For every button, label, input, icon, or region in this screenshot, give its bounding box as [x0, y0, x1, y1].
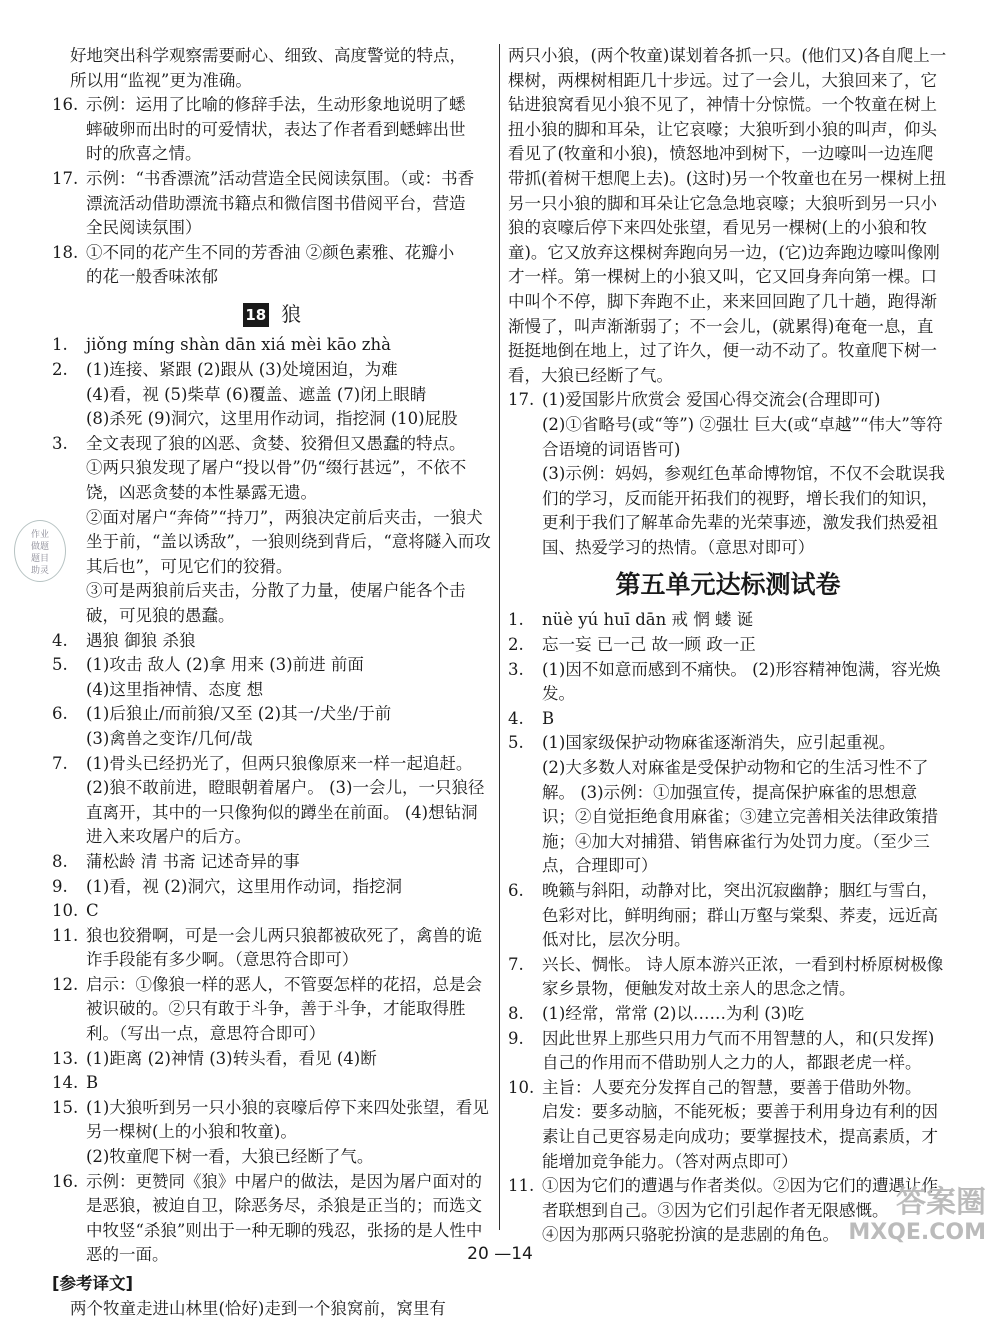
reference-translation-start: 两个牧童走进山林里(恰好)走到一个狼窝前，窝里有 [70, 1298, 446, 1318]
answer-item [508, 388, 948, 560]
answer-text: 晚籁与斜阳，动静对比，突出沉寂幽静；胭红与雪白，色彩对比，鲜明绚丽；群山万壑与棠梨、荞麦，远近高低对比，层次分明。 [542, 881, 938, 950]
answer-number: 6. [52, 704, 68, 724]
answer-item [508, 1076, 948, 1174]
answer-list-lesson18 [52, 333, 492, 1268]
answer-number: 6. [508, 881, 524, 900]
homework-stamp [14, 520, 66, 582]
answer-item [52, 653, 492, 702]
answer-item [52, 167, 492, 241]
answer-text: 示例：更赞同《狼》中屠户的做法，是因为屠户面对的是恶狼，被迫自卫，除恶务尽，杀狼是正当的；而选文中牧竖“杀狼”则出于一种无聊的残忍，张扬的是人性中恶的一面。 [86, 1171, 483, 1265]
answer-number: 2. [52, 360, 68, 380]
answer-item [52, 432, 492, 629]
answer-item [52, 93, 492, 167]
answer-item [508, 658, 948, 707]
answer-number: 1. [508, 610, 524, 630]
answer-number: 4. [52, 630, 68, 650]
answer-text: ②面对屠户“奔倚”“持刀”，两狼决定前后夹击，一狼犬坐于前，“盖以诱敌”，一狼则绕到背后，“意将隧入而攻其后也”，可见它们的狡猾。 [86, 507, 491, 576]
answer-text: 兴长、惆怅。 诗人原本游兴正浓，一看到村桥原树极像家乡景物，便触发对故土亲人的思念之情。 [542, 954, 944, 999]
answer-text: (3)示例：妈妈，参观红色革命博物馆，不仅不会耽误我们的学习，反而能开拓我们的视野，增长我们的知识，更利于我们了解革命先辈的光荣事迹，激发我们热爱祖国、热爱学习的热情。（意思对即可） [542, 464, 945, 557]
page-number: 20 —14 [467, 1244, 533, 1264]
stamp-text: 做题 [30, 542, 49, 552]
answer-text: (4)这里指神情、态度 想 [86, 679, 264, 699]
answer-text: (1)距离 (2)神情 (3)转头看，看见 (4)断 [86, 1048, 377, 1068]
answer-text: (1)爱国影片欣赏会 爱国心得交流会(合理即可) [542, 390, 881, 410]
answer-item [508, 608, 948, 633]
answer-number: 10. [52, 901, 79, 921]
answer-text: (8)杀死 (9)洞穴，这里用作动词，指挖洞 (10)屁股 [86, 409, 458, 429]
answer-number: 13. [52, 1048, 79, 1068]
answer-text: ①因为它们的遭遇与作者类似。②因为它们的遭遇让作者联想到自己。③因为它们引起作者无限感慨。 [542, 1176, 938, 1220]
answer-number: 15. [52, 1097, 79, 1117]
answer-text: (2)牧童爬下树一看，大狼已经断了气。 [86, 1147, 374, 1167]
answer-text: 启发：要多动脑，不能死板；要善于利用身边有利的因素让自己更容易走向成功；要掌握技术，提高素质，才能增加竞争能力。（答对两点即可） [542, 1102, 938, 1171]
stamp-text: 作业 [30, 530, 49, 540]
answer-item [508, 731, 948, 879]
answer-list-lesson17 [52, 93, 492, 290]
answer-text: 时的欣喜之情。 [86, 144, 202, 164]
reference-translation-heading: [参考译文] [52, 1274, 134, 1293]
answer-text: 蒲松龄 清 书斋 记述奇异的事 [86, 851, 300, 871]
answer-number: 8. [508, 1003, 524, 1023]
answer-text: (1)因不如意而感到不痛快。 (2)形容精神饱满，容光焕发。 [542, 659, 941, 704]
answer-number: 11. [508, 1176, 535, 1196]
answer-text: ③可是两狼前后夹击，分散了力量，使屠户能各个击破，可见狼的愚蠢。 [86, 581, 466, 625]
answer-number: 3. [508, 659, 524, 679]
answer-number: 17. [508, 390, 535, 410]
answer-item [508, 633, 948, 658]
answer-list-lesson18-continued [508, 388, 948, 560]
answer-text: (1)骨头已经扔光了，但两只狼像原来一样一起追赶。 [86, 753, 473, 773]
answer-item [52, 702, 492, 751]
answer-item [52, 973, 492, 1047]
answer-item [52, 1096, 492, 1170]
answer-number: 11. [52, 925, 79, 945]
answer-number: 7. [508, 954, 524, 974]
answer-text: ①两只狼发现了屠户“投以骨”仍“缀行甚远”，不依不饶，凶恶贪婪的本性暴露无遗。 [86, 458, 467, 502]
right-column [508, 44, 948, 1248]
answer-number: 14. [52, 1073, 79, 1093]
top-continuation [52, 44, 492, 93]
answer-text: 启示：①像狼一样的恶人，不管耍怎样的花招，总是会被识破的。②只有敢于斗争，善于斗争，才能取得胜利。（写出一点，意思符合即可） [86, 974, 482, 1044]
answer-number: 4. [508, 708, 524, 728]
answer-number: 16. [52, 1171, 79, 1191]
text-line: 所以用“监视”更为准确。 [70, 70, 252, 90]
answer-text: 蟀破卵而出时的可爱情状，表达了作者看到蟋蟀出世 [86, 119, 466, 139]
answer-item [52, 629, 492, 654]
lesson-heading [52, 302, 492, 328]
answer-item [52, 752, 492, 850]
answer-item [52, 241, 492, 290]
answer-text: (2)①省略号(或“等”) ②强壮 巨大(或“卓越”“伟大”等符合语境的词语皆可) [542, 414, 943, 459]
answer-number: 9. [508, 1028, 524, 1048]
lesson-title: 狼 [281, 301, 302, 326]
lesson-number-badge: 18 [243, 303, 269, 327]
answer-text: (1)攻击 敌人 (2)拿 用来 (3)前进 前面 [86, 655, 364, 675]
answer-item [52, 924, 492, 973]
answer-number: 18. [52, 242, 79, 262]
answer-text: (1)大狼听到另一只小狼的哀嚎后停下来四处张望，看见另一棵树(上的小狼和牧童)。 [86, 1097, 489, 1142]
answer-text: (4)看，视 (5)柴草 (6)覆盖、遮盖 (7)闭上眼睛 [86, 384, 427, 404]
answer-item [52, 850, 492, 875]
watermark-url: MXQE.COM [848, 1220, 986, 1245]
answer-text: 全文表现了狼的凶恶、贪婪、狡猾但又愚蠢的特点。 [86, 433, 466, 453]
answer-number: 8. [52, 851, 68, 871]
answer-item [508, 1027, 948, 1076]
answer-item [508, 953, 948, 1002]
answer-item [52, 333, 492, 358]
answer-text: (1)看，视 (2)洞穴，这里用作动词，指挖洞 [86, 876, 402, 896]
answer-text: 主旨：人要充分发挥自己的智慧，要善于借助外物。 [542, 1077, 922, 1097]
answer-number: 16. [52, 95, 79, 115]
column-divider [499, 44, 500, 1230]
answer-number: 2. [508, 635, 524, 655]
answer-text: 示例：“书香漂流”活动营造全民阅读氛围。（或：书香 [86, 168, 475, 188]
answer-text: (1)连接、紧跟 (2)跟从 (3)处境困迫，为难 [86, 360, 398, 380]
answer-item [52, 875, 492, 900]
answer-text: (1)经常，常常 (2)以……为利 (3)吃 [542, 1003, 805, 1023]
answer-text: (1)国家级保护动物麻雀逐渐消失，应引起重视。 [542, 733, 896, 753]
answer-item [52, 1071, 492, 1096]
answer-number: 7. [52, 753, 68, 773]
answer-text: ①不同的花产生不同的芳香油 ②颜色素雅、花瓣小 [86, 242, 455, 262]
answer-item [52, 899, 492, 924]
answer-number: 5. [52, 655, 68, 675]
unit-test-title: 第五单元达标测试卷 [615, 570, 841, 600]
answer-number: 9. [52, 876, 68, 896]
stamp-text: 助灵 [30, 566, 49, 576]
answer-text: 全民阅读氛围） [86, 218, 202, 238]
answer-text: 因此世界上那些只用力气而不用智慧的人，和(只发挥)自己的作用而不借助别人之力的人，都跟老虎一样。 [542, 1028, 935, 1073]
watermark-brand: 答案圈 [896, 1185, 986, 1220]
answer-text: B [542, 708, 555, 728]
answer-text: (1)后狼止/而前狼/又至 (2)其一/犬坐/于前 [86, 704, 392, 724]
answer-item [508, 707, 948, 732]
reference-translation-body: 两只小狼，(两个牧童)谋划着各抓一只。(他们又)各自爬上一棵树，两棵树相距几十步远。过了一会儿，大狼回来了，它钻进狼窝看见小狼不见了，神情十分惊慌。一个牧童在树上扭小狼的脚和耳朵，让它哀嚎；大狼听到小狼的叫声，仰头看见了(牧童和小狼)，愤怒地冲到树下，一边嚎叫一边连爬带抓(着树干想爬上去)。(这时)另一个牧童也在另一棵树上扭另一只小狼的脚和耳朵让它急急地哀嚎；大狼听到另一只小狼的哀嚎后停下来四处张望，看见另一棵树(上的小狼和牧童)。它又放弃这棵树奔跑向另一边，(它)边奔跑边嚎叫像刚才一样。第一棵树上的小狼又叫，它又回身奔向第一棵。口中叫个不停，脚下奔跑不止，来来回回跑了几十趟，跑得渐渐慢了，叫声渐渐弱了；不一会儿，(就累得)奄奄一息，直挺挺地倒在地上，过了许久，便一动不动了。牧童爬下树一看，大狼已经断了气。 [508, 46, 947, 385]
answer-text: 忘一妄 已一己 故一顾 政一正 [542, 635, 756, 655]
answer-item [52, 358, 492, 432]
answer-text: (3)禽兽之变诈/几何/哉 [86, 728, 253, 748]
answer-item [508, 1002, 948, 1027]
answer-item [508, 879, 948, 953]
answer-text: B [86, 1073, 99, 1093]
stamp-text: 题目 [30, 554, 49, 564]
answer-text: ④因为那两只骆驼扮演的是悲剧的角色。 [542, 1225, 839, 1245]
answer-number: 5. [508, 733, 524, 753]
answer-list-unit5 [508, 608, 948, 1247]
answer-text: (2)狼不敢前进，瞪眼朝着屠户。 (3)一会儿，一只狼径直离开，其中的一只像狗似的蹲坐在前面。 (4)想钻洞进入来攻屠户的后方。 [86, 778, 485, 847]
answer-text: 漂流活动借助漂流书籍点和微信图书借阅平台，营造 [86, 193, 466, 213]
answer-text: 狼也狡猾啊，可是一会儿两只狼都被砍死了，禽兽的诡诈手段能有多少啊。（意思符合即可） [86, 925, 482, 970]
answer-text: jiǒng míng shàn dān xiá mèi kāo zhà [86, 335, 391, 355]
answer-number: 1. [52, 335, 68, 355]
answer-number: 17. [52, 168, 79, 188]
answer-number: 3. [52, 433, 68, 453]
answer-text: 示例：运用了比喻的修辞手法，生动形象地说明了蟋 [86, 95, 466, 115]
answer-text: (2)大多数人对麻雀是受保护动物和它的生活习性不了解。 (3)示例：①加强宣传，提高保护麻雀的思想意识；②自觉拒绝食用麻雀；③建立完善相关法律政策措施；④加大对捕猎、销售麻雀行为处罚力度。（至少三点，合理即可） [542, 758, 938, 876]
answer-text: C [86, 901, 99, 921]
watermark-logo [848, 1185, 986, 1248]
answer-text: 遇狼 御狼 杀狼 [86, 630, 196, 650]
left-column [52, 44, 492, 1321]
answer-number: 10. [508, 1077, 535, 1097]
answer-item [52, 1047, 492, 1072]
answer-text: nüè yú huī dān 戒 惘 蝼 诞 [542, 610, 754, 630]
text-line: 好地突出科学观察需要耐心、细致、高度警觉的特点， [70, 46, 466, 65]
answer-text: 的花一般香味浓郁 [86, 267, 218, 287]
answer-number: 12. [52, 974, 79, 994]
